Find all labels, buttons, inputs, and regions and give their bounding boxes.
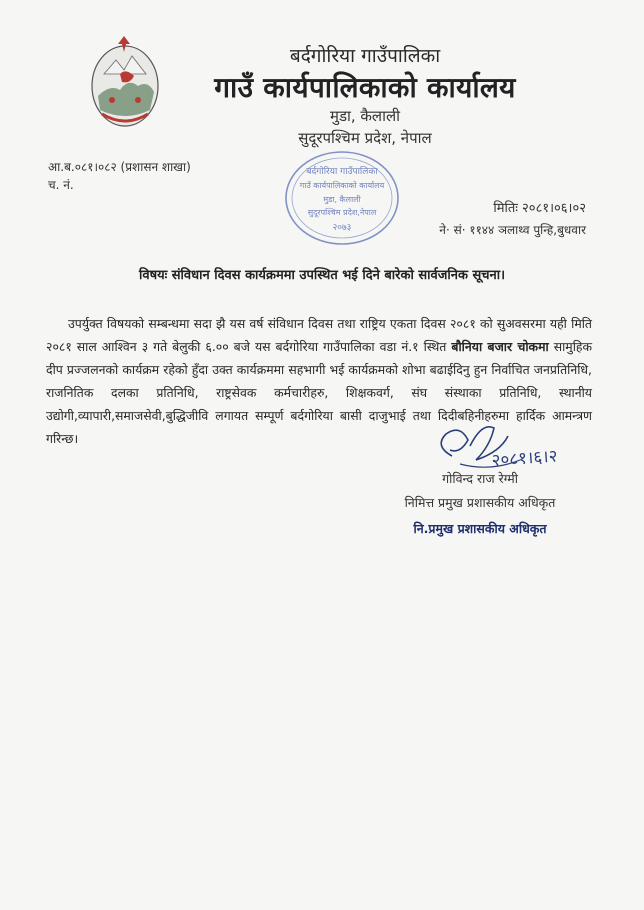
nepal-sambat-date: ने· सं· ११४४ ञलाथ्व पुन्हि,बुधवार <box>439 223 586 237</box>
stamp-line4: सुदूरपश्चिम प्रदेश,नेपाल <box>307 208 377 217</box>
signer-title-stamp: नि.प्रमुख प्रशासकीय अधिकृत <box>413 521 547 536</box>
letter-subject: विषयः संविधान दिवस कार्यक्रममा उपस्थित भई दिने बारेको सार्वजनिक सूचना। <box>138 268 506 283</box>
office-stamp <box>283 148 401 248</box>
handwritten-signature <box>430 416 590 478</box>
body-text-part2: सामुहिक दीप प्रज्जलनको कार्यक्रम रहेको हुँदा उक्त कार्यक्रममा सहभागी भई कार्यक्रमको शोभा बढाईदिनु हुन निर्वाचित जनप्रतिनिधि, राजनितिक दलका प्रतिनिधि, राष्ट्रसेवक कर्मचारीहरु, शिक्षकवर्ग, संघ संस्थाका प्रतिनिधि, स्थानीय उद्योगी,व्यापारी,समाजसेवी,बुद्धिजीवि लगायत सम्पूर्ण बर्दगोरिया बासी दाजुभाई तथा दिदीबहिनीहरुमा हार्दिक आमन्त्रण गरिन्छ। <box>46 339 592 446</box>
stamp-year: २०७३ <box>332 223 352 233</box>
municipality-name: बर्दगोरिया गाउँपालिका <box>289 45 441 67</box>
dispatch-number-label: च. नं. <box>48 178 74 192</box>
signature-date: २०८१।६।२ <box>490 446 559 471</box>
office-location: मुडा, कैलाली <box>329 107 401 125</box>
signer-title: निमित्त प्रमुख प्रशासकीय अधिकृत <box>404 495 556 510</box>
stamp-line1: बर्दगोरिया गाउँपालिका <box>306 167 378 177</box>
stamp-line2: गाउँ कार्यपालिकाको कार्यालय <box>299 181 385 190</box>
letter-date: मितिः २०८१।०६।०२ <box>493 201 586 216</box>
body-text-part1: उपर्युक्त विषयको सम्बन्धमा सदा झै यस वर्ष संविधान दिवस तथा राष्ट्रिय एकता दिवस २०८१ को सुअवसरमा यही मिति २०८१ साल आश्विन ३ गते बेलुकी ६.०० बजे यस बर्दगोरिया गाउँपालिका वडा नं.१ स्थित <box>46 316 592 354</box>
stamp-line3: मुडा, कैलाली <box>323 195 361 204</box>
fiscal-year-ref: आ.ब.०८१।०८२ (प्रशासन शाखा) <box>48 160 191 174</box>
office-title: गाउँ कार्यपालिकाको कार्यालय <box>214 71 516 104</box>
body-text-highlight: बौनिया बजार चोकमा <box>451 339 549 354</box>
signer-name: गोविन्द राज रेग्मी <box>442 471 518 486</box>
province-country: सुदूरपश्चिम प्रदेश, नेपाल <box>298 129 432 147</box>
